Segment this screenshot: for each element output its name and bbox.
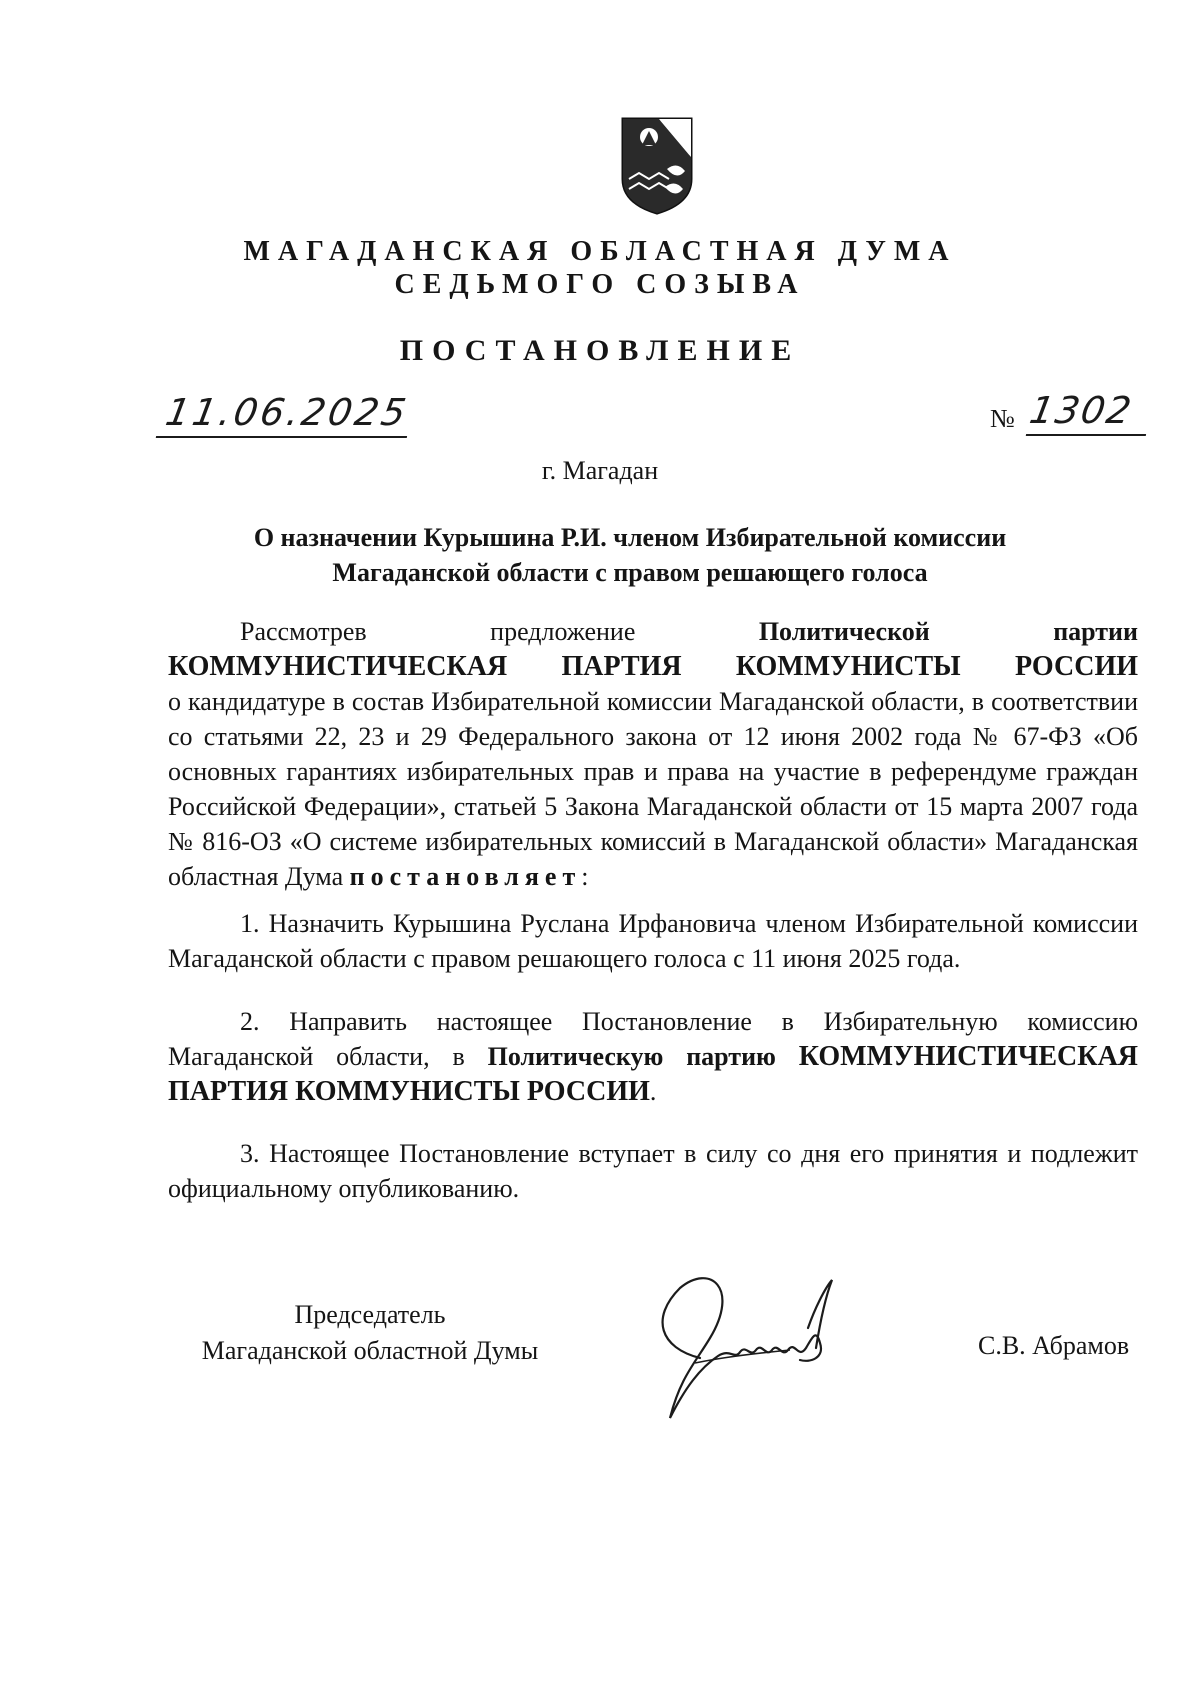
resolution-item-1: 1. Назначить Курышина Руслана Ирфановича членом Избирательной комиссии Магаданской области с правом решающего голоса с 11 июня 2025 года.	[168, 909, 1138, 973]
title-line-1: О назначении Курышина Р.И. членом Избирательной комиссии	[253, 523, 1007, 552]
title-line-2: Магаданской области с правом решающего голоса	[332, 558, 928, 587]
preamble-word: Рассмотрев	[240, 617, 367, 646]
signer-name: С.В. Абрамов	[978, 1331, 1130, 1360]
signer-position	[170, 1297, 570, 1369]
document-date: 11.06.2025	[156, 390, 415, 438]
preamble-word: предложение	[490, 617, 636, 646]
party-name-word: КОММУНИСТЫ	[735, 651, 961, 682]
preamble-paragraph	[168, 614, 1138, 894]
preamble-first-line	[168, 614, 1138, 649]
handwritten-signature-icon	[640, 1268, 865, 1433]
document-city: г. Магадан	[541, 456, 659, 485]
party-name-word: ПАРТИЯ	[561, 651, 682, 682]
signer-position-line-1: Председатель	[294, 1300, 446, 1329]
coat-of-arms-icon	[619, 117, 695, 215]
preamble-body: о кандидатуре в состав Избирательной комиссии Магаданской области, в соответствии со статьями 22, 23 и 29 Федерального закона от 12 июня 2002 года № 67-ФЗ «Об основных гарантиях избирательных прав и права на участие в референдуме граждан Российской Федерации», статьей 5 Закона Магаданской области от 15 марта 2007 года № 816-ОЗ «О системе избирательных комиссий в Магаданской области» Магаданская областная Дума	[168, 687, 1138, 891]
preamble-word: партии	[1053, 617, 1139, 646]
organization-name: МАГАДАНСКАЯ ОБЛАСТНАЯ ДУМА	[243, 236, 957, 267]
convocation: СЕДЬМОГО СОЗЫВА	[394, 269, 806, 300]
signer-position-line-2: Магаданской областной Думы	[201, 1336, 539, 1365]
preamble-text	[168, 684, 1138, 894]
party-name-word: РОССИИ	[1014, 651, 1138, 682]
party-name-line	[168, 649, 1138, 684]
number-label: №	[990, 404, 1015, 433]
item-2-party-name: КОММУНИСТИЧЕСКАЯ ПАРТИЯ КОММУНИСТЫ РОССИИ	[168, 1041, 1139, 1107]
resolution-item-2	[168, 1004, 1138, 1109]
item-2-party-prefix: Политическую партию	[487, 1042, 776, 1071]
decree-word: постановляет	[349, 862, 582, 891]
document-type: ПОСТАНОВЛЕНИЕ	[399, 334, 801, 367]
document-number: 1302	[1026, 388, 1154, 436]
resolution-item-3: 3. Настоящее Постановление вступает в силу со дня его принятия и подлежит официальному опубликованию.	[168, 1139, 1138, 1203]
decree-colon: :	[581, 862, 589, 891]
preamble-word: Политической	[758, 617, 930, 646]
item-2-end: .	[649, 1077, 657, 1106]
party-name-word: КОММУНИСТИЧЕСКАЯ	[168, 651, 508, 682]
item-2-text: 2. Направить настоящее Постановление в Избирательную комиссию Магаданской области, в	[168, 1007, 1138, 1071]
document-title	[200, 520, 1060, 590]
